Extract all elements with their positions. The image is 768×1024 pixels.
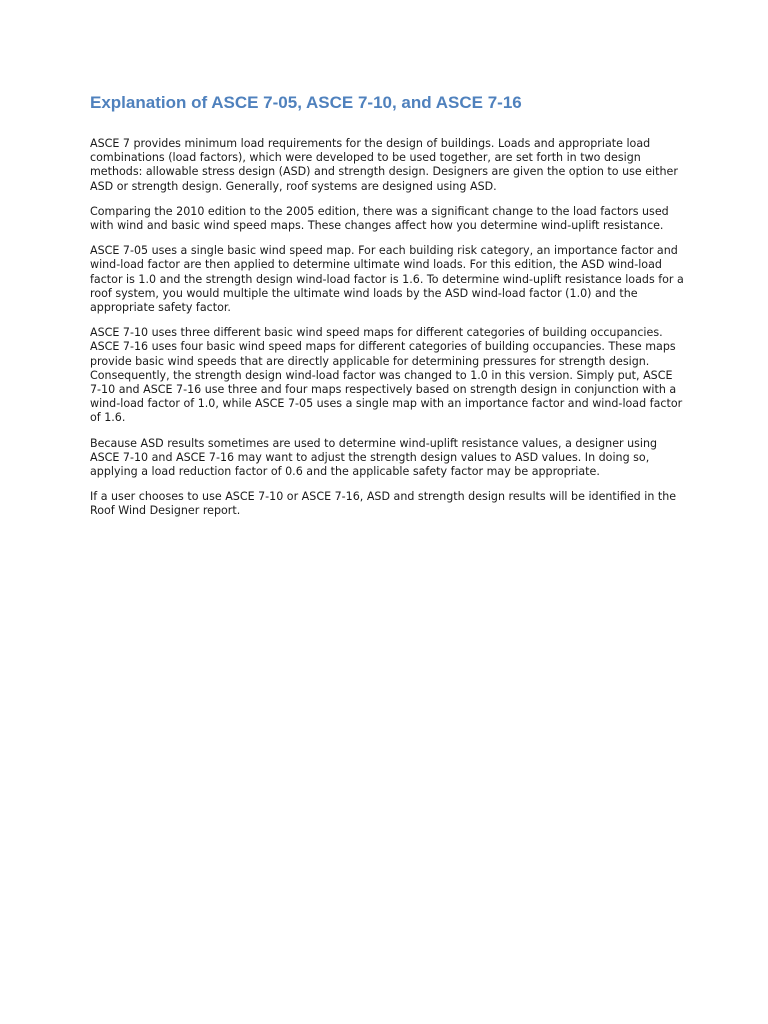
- paragraph-edition-comparison: Comparing the 2010 edition to the 2005 edition, there was a significant change to the load factors used with wind and basic wind speed maps. These changes affect how you determine wind-uplift resistance.: [90, 204, 669, 233]
- paragraph-report-note: If a user chooses to use ASCE 7-10 or ASCE 7-16, ASD and strength design results will be identified in the Roof Wind Designer report.: [90, 490, 677, 518]
- paragraph-asd-adjustment: Because ASD results sometimes are used to determine wind-uplift resistance values, a designer using ASCE 7-10 and ASCE 7-16 may want to adjust the strength design values to ASD values. In doing so, applying a load reduction factor of 0.6 and the applicable safety factor may be appropriate.: [90, 436, 658, 479]
- document-title: Explanation of ASCE 7-05, ASCE 7-10, and ASCE 7-16: [90, 93, 522, 112]
- paragraph-load-requirements: ASCE 7 provides minimum load requirements for the design of buildings. Loads and appropriate load combinations (load factors), which were developed to be used together, are set forth in two design methods: allowable stress design (ASD) and strength design. Designers are given the option to use either ASD or strength design. Generally, roof systems are designed using ASD.: [90, 137, 678, 193]
- document-page: [90, 92, 686, 530]
- paragraph-asce-7-05: ASCE 7-05 uses a single basic wind speed map. For each building risk category, an importance factor and wind-load factor are then applied to determine ultimate wind loads. For this edition, the ASD wind-load factor is 1.0 and the strength design wind-load factor is 1.6. To determine wind-uplift resistance loads for a roof system, you would multiple the ultimate wind loads by the ASD wind-load factor (1.0) and the appropriate safety factor.: [90, 244, 684, 315]
- paragraph-asce-7-10-7-16: ASCE 7-10 uses three different basic wind speed maps for different categories of building occupancies. ASCE 7-16 uses four basic wind speed maps for different categories of building occupancies. These maps provide basic wind speeds that are directly applicable for determining pressures for strength design. Consequently, the strength design wind-load factor was changed to 1.0 in this version. Simply put, ASCE 7-10 and ASCE 7-16 use three and four maps respectively based on strength design in conjunction with a wind-load factor of 1.0, while ASCE 7-05 uses a single map with an importance factor and wind-load factor of 1.6.: [90, 326, 683, 425]
